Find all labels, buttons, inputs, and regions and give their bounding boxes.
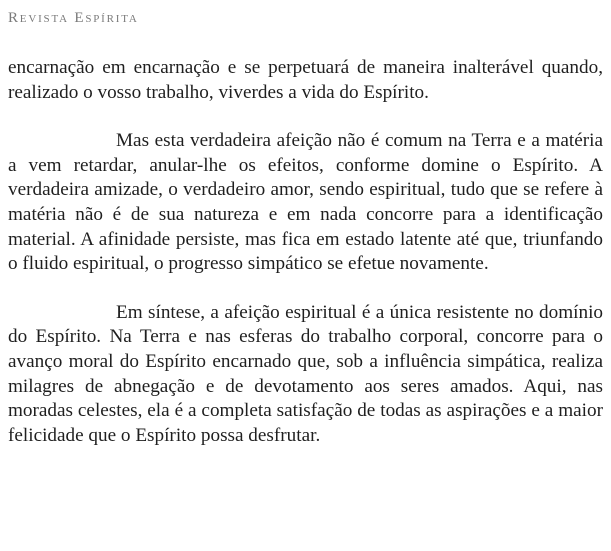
paragraph: Mas esta verdadeira afeição não é comum na Terra e a matéria a vem retardar, anular-lhe os efeitos, conforme domine o Espírito. A verdadeira amizade, o verdadeiro amor, sendo espiritual, tudo que se refere à matéria não é de sua natureza e em nada concorre para a identificação material. A afinidade persiste, mas fica em estado latente até que, triunfando o fluido espiritual, o progresso simpático se efetue novamente.: [8, 130, 603, 275]
paragraph-continuation: encarnação em encarnação e se perpetuará de maneira inalterável quando, realizado o vosso trabalho, viverdes a vida do Espírito.: [8, 57, 603, 103]
body-text: [8, 56, 603, 448]
paragraph: Em síntese, a afeição espiritual é a única resistente no domínio do Espírito. Na Terra e nas esferas do trabalho corporal, concorre para o avanço moral do Espírito encarnado que, sob a influência simpática, realiza milagres de abnegação e de devotamento aos seres amados. Aqui, nas moradas celestes, ela é a completa satisfação de todas as aspirações e a maior felicidade que o Espírito possa desfrutar.: [8, 301, 603, 446]
running-head-title: Revista Espírita: [8, 10, 139, 26]
